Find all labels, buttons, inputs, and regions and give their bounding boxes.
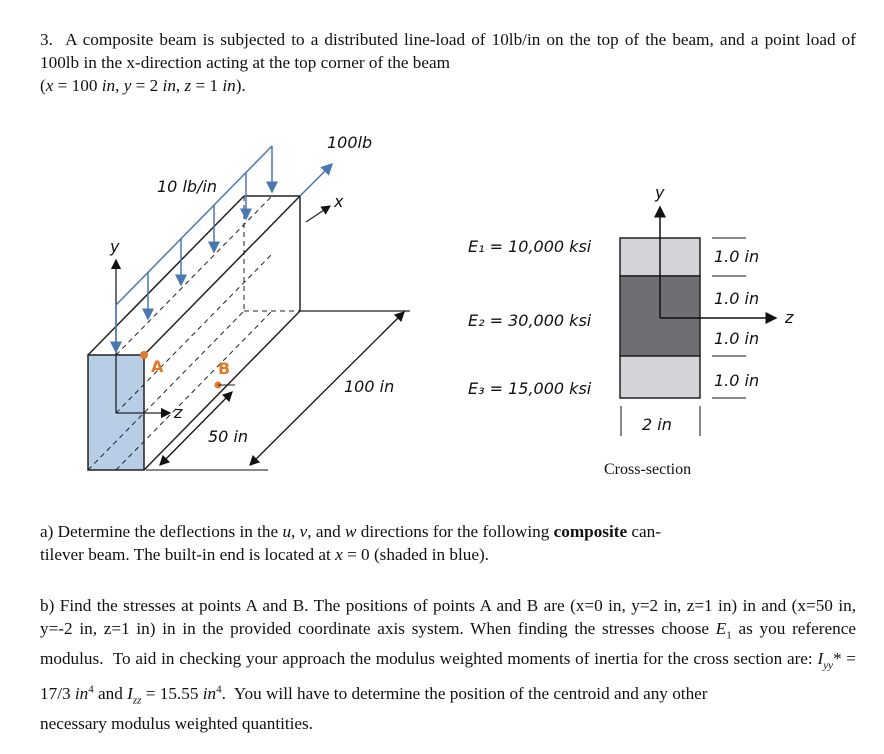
point-load-label: 100lb <box>327 133 373 152</box>
section-z-label: z <box>785 308 794 327</box>
cross-section-caption: Cross-section <box>604 461 692 478</box>
section-y-label: y <box>655 183 665 202</box>
point-a-label: A <box>151 357 164 376</box>
modulus-e2: E₂ = 30,000 ksi <box>468 311 592 330</box>
problem-statement: 3. A composite beam is subjected to a distributed line-load of 10lb/in on the top of the beam, and a point load of 100lb in the x-direction acting at the top corner of the beam (x = 100 in, y = 2 in, z = 1 in). <box>40 30 856 95</box>
point-a-marker <box>140 351 148 359</box>
part-a: a) Determine the deflections in the u, v, and w directions for the following composite can- tilever beam. The built-in end is located at x = 0 (shaded in blue). <box>40 522 661 564</box>
modulus-e1: E₁ = 10,000 ksi <box>468 237 592 256</box>
thickness-3: 1.0 in <box>714 329 760 348</box>
point-load-arrow <box>300 164 332 196</box>
beam-y-label: y <box>110 237 120 256</box>
beam-drawing <box>88 133 410 470</box>
point-b-label: B <box>218 359 231 378</box>
figure <box>0 110 884 490</box>
cross-section <box>468 183 794 478</box>
thickness-1: 1.0 in <box>714 247 760 266</box>
width-label: 2 in <box>642 415 672 434</box>
length-label: 100 in <box>344 377 395 396</box>
problem-number: 3. <box>40 30 53 49</box>
modulus-e3: E₃ = 15,000 ksi <box>468 379 592 398</box>
layer-e3 <box>620 356 700 398</box>
part-b: b) Find the stresses at points A and B. The positions of points A and B are (x=0 in, y=2 in, z=1 in) in and (x=50 in, y=-2 in, z=1 in) in in the provided coordinate axis system. When finding the stresses choose $E_1$ as you reference modulus. To aid in checking your approach the modulus weighted moments of inertia for the cross section are: $I_{yy}* = 17/3$ $in^4$ and $I_{zz} = 15.55$ $in^4$. You will have to determine the position of the centroid and any other necessary modulus weighted quantities. <box>40 596 856 734</box>
beam-z-label: z <box>174 403 183 422</box>
half-length-label: 50 in <box>208 427 249 446</box>
beam-x-axis <box>306 206 330 222</box>
beam-x-label: x <box>334 192 344 211</box>
thickness-2: 1.0 in <box>714 289 760 308</box>
thickness-4: 1.0 in <box>714 371 760 390</box>
line-load-label: 10 lb/in <box>157 177 218 196</box>
